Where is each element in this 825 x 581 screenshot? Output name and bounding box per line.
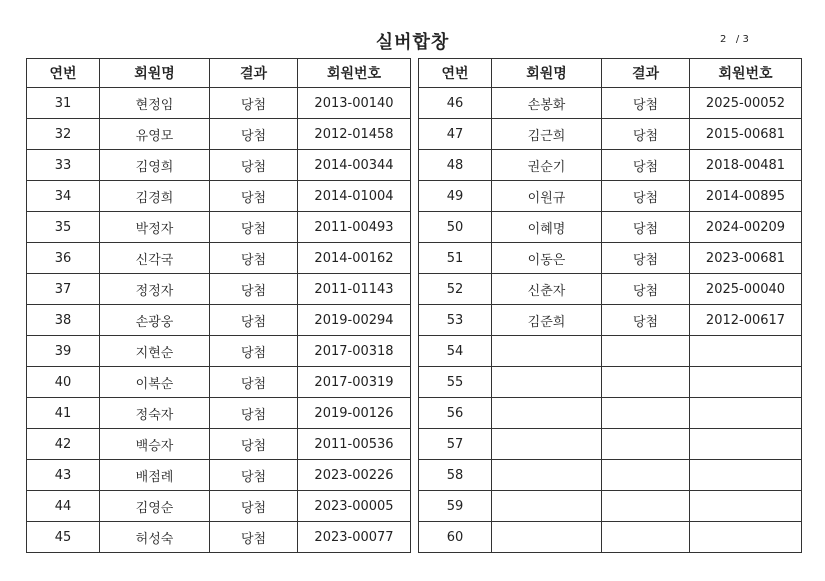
cell-member-name: 배점례 (100, 460, 210, 491)
cell-result: 당첨 (210, 367, 298, 398)
cell-member-name: 김경희 (100, 181, 210, 212)
cell-result (602, 367, 690, 398)
cell-serial: 32 (27, 119, 100, 150)
cell-member-name: 백승자 (100, 429, 210, 460)
cell-result: 당첨 (602, 150, 690, 181)
cell-member-name: 박정자 (100, 212, 210, 243)
cell-member-number: 2019-00294 (298, 305, 411, 336)
table-row (27, 88, 411, 119)
member-table-right (418, 58, 802, 553)
cell-serial: 56 (419, 398, 492, 429)
table-row (419, 119, 802, 150)
table-row (419, 398, 802, 429)
cell-result: 당첨 (210, 212, 298, 243)
table-row (419, 522, 802, 553)
cell-result: 당첨 (602, 274, 690, 305)
cell-member-name: 정정자 (100, 274, 210, 305)
table-row (419, 305, 802, 336)
cell-serial: 37 (27, 274, 100, 305)
cell-member-name: 손광웅 (100, 305, 210, 336)
cell-member-name (492, 522, 602, 553)
cell-result: 당첨 (210, 429, 298, 460)
cell-member-name: 지현순 (100, 336, 210, 367)
cell-serial: 54 (419, 336, 492, 367)
table-row (419, 491, 802, 522)
cell-serial: 60 (419, 522, 492, 553)
cell-member-name: 권순기 (492, 150, 602, 181)
cell-result: 당첨 (210, 243, 298, 274)
cell-result: 당첨 (210, 181, 298, 212)
table-row (419, 460, 802, 491)
cell-serial: 55 (419, 367, 492, 398)
table-row (419, 274, 802, 305)
cell-member-name: 이동은 (492, 243, 602, 274)
cell-member-name: 신춘자 (492, 274, 602, 305)
cell-serial: 41 (27, 398, 100, 429)
cell-result: 당첨 (210, 336, 298, 367)
cell-member-name: 신각국 (100, 243, 210, 274)
cell-result: 당첨 (210, 522, 298, 553)
cell-result (602, 460, 690, 491)
header-serial: 연번 (27, 59, 100, 88)
cell-member-number: 2011-01143 (298, 274, 411, 305)
cell-result (602, 522, 690, 553)
cell-serial: 47 (419, 119, 492, 150)
table-header-row (419, 59, 802, 88)
cell-member-number: 2017-00318 (298, 336, 411, 367)
cell-serial: 48 (419, 150, 492, 181)
cell-serial: 42 (27, 429, 100, 460)
cell-member-name (492, 336, 602, 367)
cell-member-number: 2023-00005 (298, 491, 411, 522)
cell-serial: 34 (27, 181, 100, 212)
cell-member-number: 2014-00344 (298, 150, 411, 181)
cell-member-name: 이복순 (100, 367, 210, 398)
cell-result: 당첨 (602, 243, 690, 274)
header-result: 결과 (602, 59, 690, 88)
cell-member-number: 2017-00319 (298, 367, 411, 398)
cell-serial: 40 (27, 367, 100, 398)
cell-serial: 52 (419, 274, 492, 305)
cell-serial: 57 (419, 429, 492, 460)
cell-result: 당첨 (210, 119, 298, 150)
cell-serial: 59 (419, 491, 492, 522)
cell-result: 당첨 (210, 305, 298, 336)
cell-member-number: 2023-00077 (298, 522, 411, 553)
cell-member-number: 2025-00052 (690, 88, 802, 119)
table-row (419, 212, 802, 243)
cell-serial: 43 (27, 460, 100, 491)
cell-member-number (690, 429, 802, 460)
cell-result (602, 429, 690, 460)
table-body-left (27, 88, 411, 553)
cell-member-name: 김영희 (100, 150, 210, 181)
cell-serial: 49 (419, 181, 492, 212)
table-row (419, 150, 802, 181)
table-row (419, 181, 802, 212)
cell-member-number: 2025-00040 (690, 274, 802, 305)
table-row (27, 274, 411, 305)
table-row (419, 367, 802, 398)
cell-member-name (492, 429, 602, 460)
table-row (27, 150, 411, 181)
cell-result: 당첨 (602, 305, 690, 336)
cell-serial: 50 (419, 212, 492, 243)
cell-member-number: 2018-00481 (690, 150, 802, 181)
cell-member-number: 2013-00140 (298, 88, 411, 119)
table-row (419, 88, 802, 119)
header-member-name: 회원명 (100, 59, 210, 88)
table-row (27, 398, 411, 429)
cell-result: 당첨 (602, 181, 690, 212)
table-row (27, 460, 411, 491)
cell-member-name: 유영모 (100, 119, 210, 150)
table-row (419, 429, 802, 460)
table-header-row (27, 59, 411, 88)
cell-member-number: 2024-00209 (690, 212, 802, 243)
cell-member-number (690, 398, 802, 429)
cell-member-name: 정숙자 (100, 398, 210, 429)
cell-member-name: 김영순 (100, 491, 210, 522)
cell-member-number (690, 522, 802, 553)
table-row (27, 336, 411, 367)
cell-serial: 33 (27, 150, 100, 181)
table-row (419, 336, 802, 367)
cell-member-name: 김준희 (492, 305, 602, 336)
cell-member-name: 현정임 (100, 88, 210, 119)
table-row (27, 305, 411, 336)
header-result: 결과 (210, 59, 298, 88)
cell-member-number (690, 460, 802, 491)
cell-member-number (690, 367, 802, 398)
header-serial: 연번 (419, 59, 492, 88)
cell-result: 당첨 (602, 119, 690, 150)
header-member-number: 회원번호 (298, 59, 411, 88)
header-member-name: 회원명 (492, 59, 602, 88)
cell-result: 당첨 (602, 88, 690, 119)
cell-result: 당첨 (210, 88, 298, 119)
cell-serial: 35 (27, 212, 100, 243)
cell-member-number (690, 336, 802, 367)
document-title: 실버합창 (375, 32, 450, 53)
cell-serial: 51 (419, 243, 492, 274)
cell-member-number: 2014-00895 (690, 181, 802, 212)
table-body-right (419, 88, 802, 553)
cell-member-name: 손봉화 (492, 88, 602, 119)
cell-member-number: 2023-00226 (298, 460, 411, 491)
cell-serial: 31 (27, 88, 100, 119)
cell-serial: 44 (27, 491, 100, 522)
cell-member-number (690, 491, 802, 522)
cell-result (602, 398, 690, 429)
cell-member-number: 2014-01004 (298, 181, 411, 212)
cell-result: 당첨 (210, 274, 298, 305)
cell-member-name: 이원규 (492, 181, 602, 212)
table-row (27, 429, 411, 460)
cell-member-number: 2012-01458 (298, 119, 411, 150)
cell-result: 당첨 (210, 460, 298, 491)
cell-serial: 46 (419, 88, 492, 119)
cell-member-name (492, 460, 602, 491)
cell-serial: 58 (419, 460, 492, 491)
header-member-number: 회원번호 (690, 59, 802, 88)
cell-member-name: 김근희 (492, 119, 602, 150)
cell-member-number: 2023-00681 (690, 243, 802, 274)
table-row (27, 491, 411, 522)
cell-serial: 38 (27, 305, 100, 336)
cell-serial: 45 (27, 522, 100, 553)
cell-member-name (492, 491, 602, 522)
table-row (27, 522, 411, 553)
cell-member-number: 2011-00536 (298, 429, 411, 460)
cell-member-number: 2019-00126 (298, 398, 411, 429)
table-row (27, 367, 411, 398)
page-indicator: 2 / 3 (720, 34, 749, 45)
cell-member-name: 이혜명 (492, 212, 602, 243)
cell-result: 당첨 (210, 150, 298, 181)
cell-member-name (492, 367, 602, 398)
table-row (27, 119, 411, 150)
table-row (27, 243, 411, 274)
cell-serial: 36 (27, 243, 100, 274)
cell-serial: 53 (419, 305, 492, 336)
table-row (27, 181, 411, 212)
cell-member-number: 2011-00493 (298, 212, 411, 243)
cell-result: 당첨 (210, 398, 298, 429)
cell-result: 당첨 (210, 491, 298, 522)
cell-member-number: 2012-00617 (690, 305, 802, 336)
cell-member-number: 2014-00162 (298, 243, 411, 274)
member-table-left (26, 58, 411, 553)
table-row (27, 212, 411, 243)
cell-member-number: 2015-00681 (690, 119, 802, 150)
cell-member-name: 허성숙 (100, 522, 210, 553)
table-row (419, 243, 802, 274)
cell-serial: 39 (27, 336, 100, 367)
cell-member-name (492, 398, 602, 429)
cell-result (602, 491, 690, 522)
cell-result: 당첨 (602, 212, 690, 243)
cell-result (602, 336, 690, 367)
